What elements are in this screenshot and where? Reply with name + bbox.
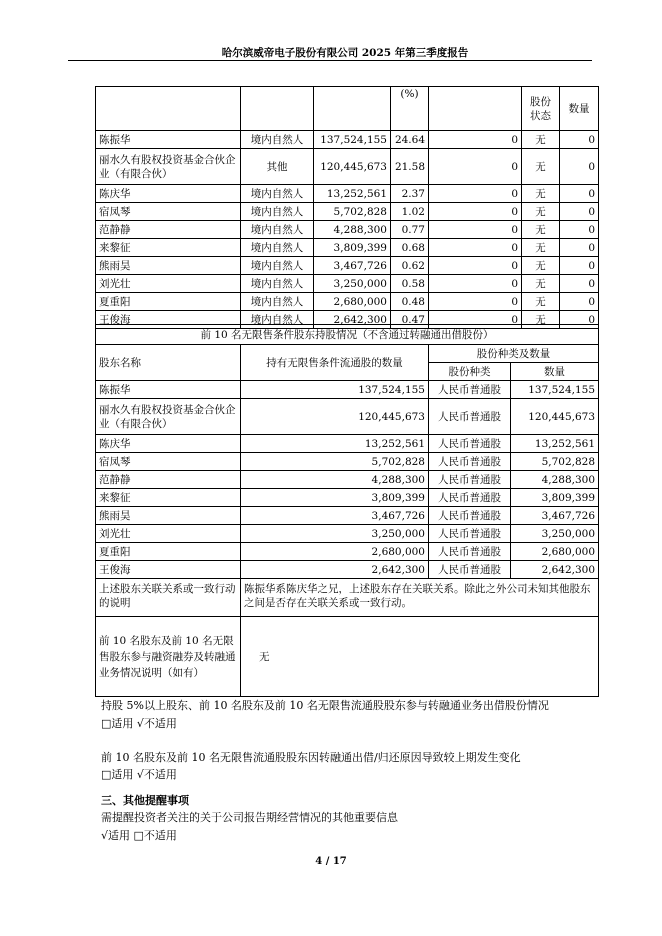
shareholder-name: 王俊海	[96, 311, 241, 329]
shares-held: 3,467,726	[314, 257, 391, 275]
related-text: 陈振华系陈庆华之兄，上述股东存在关联关系。除此之外公司未知其他股东之间是否存在关联关系或一致行动。	[241, 579, 599, 617]
shareholder-type: 境内自然人	[241, 221, 314, 239]
table-row	[96, 203, 599, 221]
shareholder-name: 陈振华	[96, 381, 241, 399]
shareholder-name: 范静静	[96, 221, 241, 239]
shareholding-pct: 0.58	[391, 275, 429, 293]
header-cell-blank	[314, 87, 391, 131]
pledge-qty: 0	[560, 239, 599, 257]
shareholder-name: 夏重阳	[96, 293, 241, 311]
shares-held: 4,288,300	[314, 221, 391, 239]
share-kind: 人民币普通股	[429, 471, 511, 489]
share-qty: 3,250,000	[511, 525, 599, 543]
table-row	[96, 381, 599, 399]
shareholding-pct: 0.77	[391, 221, 429, 239]
margin-label: 前 10 名股东及前 10 名无限售股东参与融资融券及转融通业务情况说明（如有）	[96, 617, 241, 697]
pledge-qty: 0	[560, 293, 599, 311]
table-row	[96, 525, 599, 543]
pledge-status: 无	[522, 185, 560, 203]
header-cell-blank	[429, 87, 522, 131]
unrestricted-shares: 3,809,399	[241, 489, 429, 507]
table-row	[96, 221, 599, 239]
shareholder-name: 刘光壮	[96, 525, 241, 543]
unrestricted-shares: 13,252,561	[241, 435, 429, 453]
section-desc: 需提醒投资者关注的关于公司报告期经营情况的其他重要信息	[101, 811, 398, 824]
shareholder-name: 陈振华	[96, 131, 241, 149]
share-kind: 人民币普通股	[429, 399, 511, 435]
restricted-shares: 0	[429, 311, 522, 329]
page-header: 哈尔滨威帝电子股份有限公司 2025 年第三季度报告	[221, 47, 469, 59]
shareholding-pct: 21.58	[391, 149, 429, 185]
pledge-qty: 0	[560, 257, 599, 275]
restricted-shares: 0	[429, 293, 522, 311]
unrestricted-shares: 3,250,000	[241, 525, 429, 543]
pledge-status: 无	[522, 293, 560, 311]
share-kind: 人民币普通股	[429, 435, 511, 453]
shareholding-pct: 0.47	[391, 311, 429, 329]
shares-held: 3,250,000	[314, 275, 391, 293]
header-qty: 数量	[560, 87, 599, 131]
unrestricted-shares: 3,467,726	[241, 507, 429, 525]
change-info-title: 前 10 名股东及前 10 名无限售流通股股东因转融通出借/归还原因导致较上期发生变化	[101, 751, 521, 764]
shareholder-type: 境内自然人	[241, 131, 314, 149]
col-header-group: 股份种类及数量	[429, 345, 599, 363]
share-kind: 人民币普通股	[429, 453, 511, 471]
table-row	[96, 561, 599, 579]
shareholder-type: 境内自然人	[241, 203, 314, 221]
table-row	[96, 239, 599, 257]
shareholder-name: 夏重阳	[96, 543, 241, 561]
table-row	[96, 399, 599, 435]
unrestricted-shares: 2,642,300	[241, 561, 429, 579]
pledge-qty: 0	[560, 275, 599, 293]
pledge-status: 无	[522, 275, 560, 293]
shareholder-type: 境内自然人	[241, 239, 314, 257]
share-qty: 2,642,300	[511, 561, 599, 579]
pledge-status: 无	[522, 131, 560, 149]
shares-held: 13,252,561	[314, 185, 391, 203]
shareholder-name: 丽水久有股权投资基金合伙企业（有限合伙）	[96, 149, 241, 185]
table-row	[96, 131, 599, 149]
shareholder-name: 王俊海	[96, 561, 241, 579]
shareholder-type: 境内自然人	[241, 275, 314, 293]
shares-held: 120,445,673	[314, 149, 391, 185]
pledge-status: 无	[522, 149, 560, 185]
header-pct: (%)	[391, 87, 429, 131]
table-row	[96, 257, 599, 275]
shareholder-type: 境内自然人	[241, 293, 314, 311]
restricted-shares: 0	[429, 275, 522, 293]
shareholding-pct: 0.62	[391, 257, 429, 275]
shares-held: 2,680,000	[314, 293, 391, 311]
pledge-status: 无	[522, 257, 560, 275]
table-row	[96, 293, 599, 311]
table-row	[96, 275, 599, 293]
shareholding-pct: 1.02	[391, 203, 429, 221]
unrestricted-shares: 2,680,000	[241, 543, 429, 561]
pledge-status: 无	[522, 221, 560, 239]
shareholder-name: 刘光壮	[96, 275, 241, 293]
pledge-status: 无	[522, 311, 560, 329]
shareholder-name: 陈庆华	[96, 435, 241, 453]
unrestricted-shares: 137,524,155	[241, 381, 429, 399]
shareholder-name: 来黎征	[96, 239, 241, 257]
page-number: 4 / 17	[315, 856, 347, 867]
shareholder-name: 陈庆华	[96, 185, 241, 203]
share-kind: 人民币普通股	[429, 489, 511, 507]
pledge-qty: 0	[560, 311, 599, 329]
table-row	[96, 453, 599, 471]
pledge-qty: 0	[560, 149, 599, 185]
top-shareholders-table	[95, 86, 599, 329]
header-cell-blank	[96, 87, 241, 131]
lending-info-options: □适用 √不适用	[101, 717, 177, 730]
change-info-options: □适用 √不适用	[101, 768, 177, 781]
shareholding-pct: 24.64	[391, 131, 429, 149]
col-header-kind: 股份种类	[429, 363, 511, 381]
table-row	[96, 149, 599, 185]
shareholder-name: 宿凤琴	[96, 203, 241, 221]
shareholder-name: 熊雨昊	[96, 507, 241, 525]
restricted-shares: 0	[429, 239, 522, 257]
restricted-shares: 0	[429, 131, 522, 149]
section-options: √适用 □不适用	[101, 829, 177, 842]
restricted-shares: 0	[429, 203, 522, 221]
section-heading: 三、其他提醒事项	[101, 794, 189, 807]
shares-held: 5,702,828	[314, 203, 391, 221]
share-qty: 13,252,561	[511, 435, 599, 453]
table-row	[96, 435, 599, 453]
col-header-qty: 数量	[511, 363, 599, 381]
pledge-qty: 0	[560, 131, 599, 149]
table-row	[96, 489, 599, 507]
table-row	[96, 471, 599, 489]
shareholding-pct: 0.48	[391, 293, 429, 311]
share-qty: 2,680,000	[511, 543, 599, 561]
share-kind: 人民币普通股	[429, 525, 511, 543]
pledge-status: 无	[522, 239, 560, 257]
header-rule	[68, 60, 592, 61]
pledge-status: 无	[522, 203, 560, 221]
shareholder-name: 宿凤琴	[96, 453, 241, 471]
shares-held: 2,642,300	[314, 311, 391, 329]
share-qty: 120,445,673	[511, 399, 599, 435]
shareholder-type: 境内自然人	[241, 185, 314, 203]
table-row	[96, 185, 599, 203]
col-header-name: 股东名称	[96, 345, 241, 381]
table-title: 前 10 名无限售条件股东持股情况（不含通过转融通出借股份）	[96, 325, 599, 345]
related-label: 上述股东关联关系或一致行动的说明	[96, 579, 241, 617]
share-qty: 5,702,828	[511, 453, 599, 471]
share-kind: 人民币普通股	[429, 561, 511, 579]
shares-held: 3,809,399	[314, 239, 391, 257]
share-qty: 3,809,399	[511, 489, 599, 507]
share-qty: 4,288,300	[511, 471, 599, 489]
restricted-shares: 0	[429, 185, 522, 203]
restricted-shares: 0	[429, 149, 522, 185]
col-header-shares: 持有无限售条件流通股的数量	[241, 345, 429, 381]
unrestricted-shares: 4,288,300	[241, 471, 429, 489]
shareholder-type: 其他	[241, 149, 314, 185]
header-cell-blank	[241, 87, 314, 131]
unrestricted-shareholders-table	[95, 324, 599, 697]
table-header-row	[96, 87, 599, 131]
table-row	[96, 507, 599, 525]
unrestricted-shares: 5,702,828	[241, 453, 429, 471]
share-kind: 人民币普通股	[429, 507, 511, 525]
shareholding-pct: 2.37	[391, 185, 429, 203]
unrestricted-shares: 120,445,673	[241, 399, 429, 435]
shareholder-type: 境内自然人	[241, 311, 314, 329]
header-status: 股份 状态	[522, 87, 560, 131]
shares-held: 137,524,155	[314, 131, 391, 149]
shareholder-name: 丽水久有股权投资基金合伙企业（有限合伙）	[96, 399, 241, 435]
margin-text: 无	[241, 617, 599, 697]
shareholder-type: 境内自然人	[241, 257, 314, 275]
shareholding-pct: 0.68	[391, 239, 429, 257]
restricted-shares: 0	[429, 257, 522, 275]
shareholder-name: 范静静	[96, 471, 241, 489]
shareholder-name: 熊雨昊	[96, 257, 241, 275]
share-qty: 137,524,155	[511, 381, 599, 399]
shareholder-name: 来黎征	[96, 489, 241, 507]
pledge-qty: 0	[560, 221, 599, 239]
lending-info-title: 持股 5%以上股东、前 10 名股东及前 10 名无限售流通股股东参与转融通业务出借股份情况	[101, 699, 549, 712]
share-kind: 人民币普通股	[429, 381, 511, 399]
share-qty: 3,467,726	[511, 507, 599, 525]
table-row	[96, 543, 599, 561]
restricted-shares: 0	[429, 221, 522, 239]
share-kind: 人民币普通股	[429, 543, 511, 561]
pledge-qty: 0	[560, 185, 599, 203]
pledge-qty: 0	[560, 203, 599, 221]
